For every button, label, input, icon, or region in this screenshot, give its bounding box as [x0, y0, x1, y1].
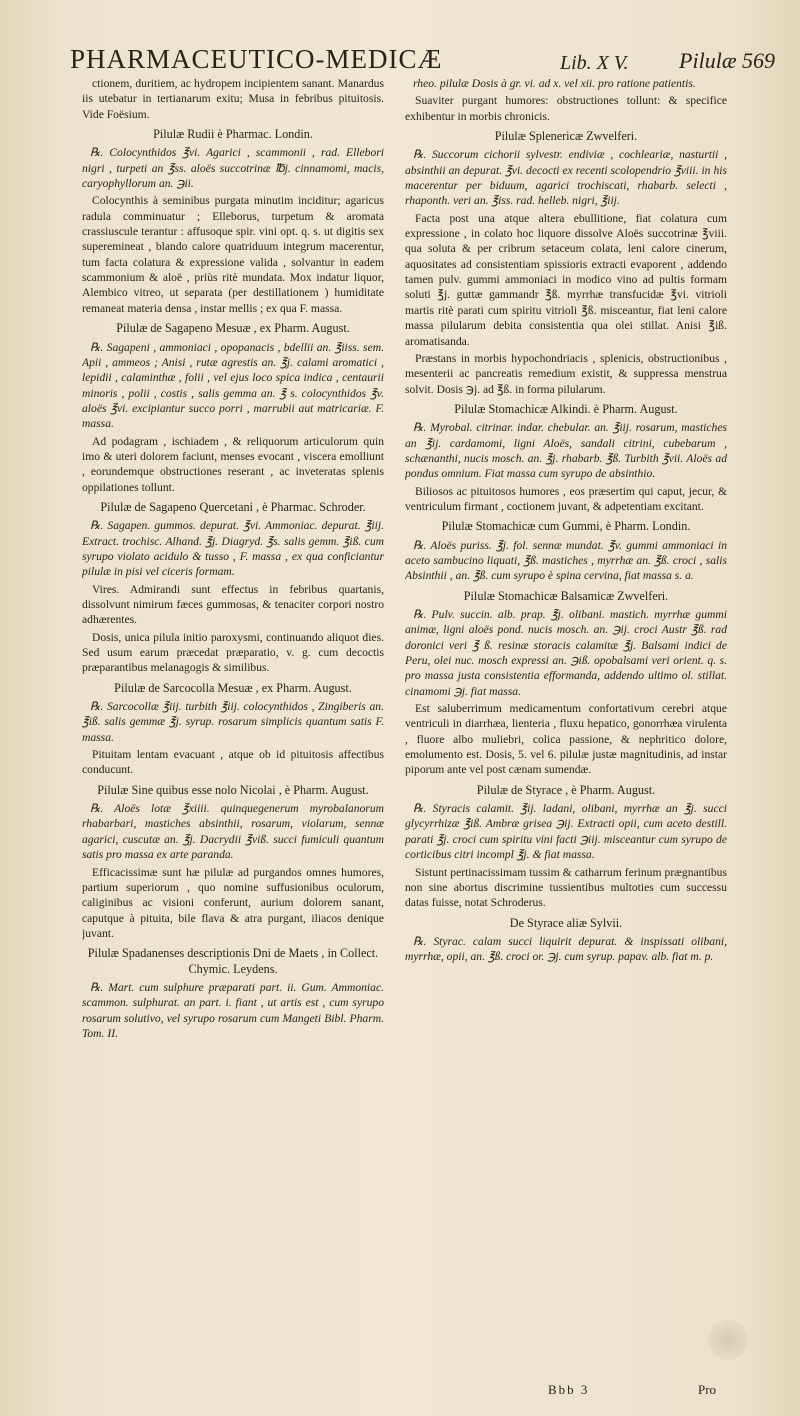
signature-mark: Bbb 3 [548, 1382, 590, 1397]
recipe-heading: Pilulæ de Styrace , è Pharm. August. [476, 782, 656, 797]
recipe-heading: Pilulæ Stomachicæ Alkindi. è Pharm. August. [454, 401, 678, 416]
running-title: PHARMACEUTICO-MEDICÆ [70, 44, 443, 74]
pilulae-label: Pilulæ [679, 48, 737, 73]
paragraph: Præstans in morbis hypochondriacis , splenicis, obstructionibus , mesenterii ac pancreatis remedium existit, & suppressa menstrua solvit. Dosis ℈j. ad ℥ß. in forma pilularum. [405, 351, 727, 396]
recipe-formula: ℞. Sarcocollæ ℥iij. turbith ℥iij. colocynthidos , Zingiberis an. ℥iß. salis gemmæ ℥j. syrup. rosarum simplicis quantum satis F. massa. [82, 700, 384, 744]
paragraph: Efficacissimæ sunt hæ pilulæ ad purgandos omnes humores, partium superiorum , quo nomine suffusionibus oculorum, caliginibus ac visioni conferunt, aurium dolorem sanant, caputque à pituita, bile flava & atra purgant, iliacos denique juvant. [82, 865, 384, 940]
paragraph: Vires. Admirandi sunt effectus in febribus quartanis, dissolvunt nimirum fæces gummosas, & tenaciter corpori nostro adhærentes. [82, 582, 384, 627]
recipe-heading: Pilulæ de Sagapeno Mesuæ , ex Pharm. August. [116, 321, 350, 336]
recipe-formula: rheo. pilulæ Dosis à gr. vi. ad x. vel xii. pro ratione patientis. [413, 77, 696, 90]
paragraph: ctionem, duritiem, ac hydropem incipientem sanant. Manardus iis utebatur in tertianarum exitu; Musa in febribus pituitosis. Vide Foësium. [82, 77, 384, 121]
paper-stain [708, 1320, 748, 1360]
recipe-formula: ℞. Sagapen. gummos. depurat. ℥vi. Ammoniac. depurat. ℥iij. Extract. trochisc. Alhand. ℥j. Diagryd. ℥s. salis gemm. ℥iß. cum syrupo violato acidulo & tusso , F. massa , ex qua conficiantur pilulæ in pisi vel ciceris formam. [82, 519, 384, 579]
recipe-heading: Pilulæ de Sagapeno Quercetani , è Pharmac. Schroder. [100, 499, 366, 514]
book-section: Lib. X V. [560, 52, 629, 74]
page-footer [548, 1382, 748, 1404]
recipe-heading: Pilulæ Rudii è Pharmac. Londin. [153, 127, 313, 142]
paragraph: Est saluberrimum medicamentum confortativum cerebri atque ventriculi in diarrhæa, lienteria , fluxu hepatico, gonorrhæa virulenta , fluore albo muliebri, colica passione, & nephritico dolore, emolumento est. Dosis, 5. vel 6. pilulæ justæ magnitudinis, ad instar piporum ante vel post cænam sumendæ. [405, 702, 727, 777]
paragraph: Dosis, unica pilula initio paroxysmi, continuando aliquot dies. Sed usum earum præcedat præparatio, v. g. cum decoctis præparantibus melanagogis & similibus. [82, 630, 384, 675]
recipe-formula: ℞. Succorum cichorii sylvestr. endiviæ , cochleariæ, nasturtii , absinthii an depurat. ℥vi. decocti ex recenti scolopendrio ℥viii. in his macerentur per biduum, agarici trochiscati, rhabarb. selecti , rhaponth. veri an. ℥iss. rad. helleb. nigri, ℥iij. [405, 148, 727, 208]
left-column [82, 76, 384, 1386]
paragraph: Sistunt pertinacissimam tussim & catharrum ferinum prægnantibus non sine abortus discrimine tussientibus multoties cum successu datas fuisse, notat Schroderus. [405, 865, 727, 910]
paragraph: Biliosos ac pituitosos humores , eos præsertim qui caput, jecur, & ventriculum firmant , coctionem juvant, & adpetentiam excitant. [405, 484, 727, 513]
right-column [405, 76, 727, 1386]
recipe-heading: Pilulæ de Sarcocolla Mesuæ , ex Pharm. August. [114, 680, 352, 695]
recipe-formula: ℞. Colocynthidos ℥vi. Agarici , scammonii , rad. Ellebori nigri , turpeti an ℥ss. aloës succotrinæ ℔j. cinnamomi, macis, caryophyllorum an. ℈ii. [82, 146, 384, 191]
recipe-formula: ℞. Styrac. calam succi liquirit depurat. & inspissati olibani, myrrhæ, opii, an. ℥ß. croci or. ℈j. cum syrup. papav. alb. fiat m. p. [405, 934, 727, 964]
recipe-formula: ℞. Pulv. succin. alb. prap. ℥j. olibani. mastich. myrrhæ gummi animæ, ligni aloës pond. nucis mosch. an. ℈ij. croci Austr ℥ß. rad doronici veri ℥ ß. resinæ storacis calamitæ ℥j. Balsami indici de Peru, olei nuc. mosch expressi an. ℈iß. opobalsami veri orient. q. s. pro massa justa consistentia efformanda, addendo ultimo ol. stillat. cinamomi ℈j. fiat massa. [405, 608, 727, 698]
recipe-formula: ℞. Sagapeni , ammoniaci , opopanacis , bdellii an. ℥iiss. sem. Apii , ammeos ; Anisi , rutæ agrestis an. ℥j. calami aromatici , lepidii , calaminthæ , folii , vel ejus loco spica indica , centaurii minoris , polii , costis , salis gemma an. ℥ s. colocynthidos ℥v. aloës ℥vi. excipiantur succo porri , marrubii aut matricariæ. F. massa. [82, 340, 384, 431]
paragraph: Facta post una atque altera ebullitione, fiat colatura cum expressione , in colato hoc liquore dissolve Aloës succotrinæ ℥viii. qua soluta & per cribrum setaceum colata, leni calore cinerum, aquositates ad consistentiam spissioris extracti evaporent , addendo tamen pulv. gummi ammoniaci in modico vino ad pultis formam soluti ℥j. guttæ gammandr ℥ß. myrrhæ transfucidæ ℥vi. vitrioli martis ritè parati cum spiritu vitrioli ℥ß. misceantur, fiat leni calore massa pilularum debita consistentia qua olei stillat. Anisi ℥iß. aromatisanda. [405, 211, 727, 348]
recipe-formula: ℞. Mart. cum sulphure præparati part. ii. Gum. Ammoniac. scammon. sulphurat. an part. i. fiant , ut artis est , cum syrupo rosarum solutivo, vel syrupo rosarum cum Mangeti Bibl. Pharm. Tom. II. [82, 980, 384, 1040]
catchword: Pro [698, 1382, 717, 1397]
paragraph: Colocynthis à seminibus purgata minutim inciditur; agaricus radula comminuatur ; Elleborus, turpetum & aromata crassiuscule terantur : affusoque spir. vini opt. q. s. ut digitis sex superemineat , blando calore quatriduum integrum macerentur, tum facta colatura & expressione valida , solvantur in eadem scammonium & aloë , priùs ritè mundata. Mox indatur liquor, Alembico vitreo, ut separata (per destillationem ) humiditate remaneat materia densa , instar mellis ; ex qua F. massa. [82, 194, 384, 315]
recipe-heading: Pilulæ Stomachicæ cum Gummi, è Pharm. Londin. [441, 519, 691, 534]
page-number [679, 48, 775, 74]
recipe-formula: ℞. Styracis calamit. ℥ij. ladani, olibani, myrrhæ an ℥j. succi glycyrrhizæ ℥iß. Ambræ grisea ℈ij. Extracti opii, cum aceto destill. parati ℥j. croci cum spiritu vini facti ℈iij. misceantur cum syrupo de corticibus citri incompl ℥j. & fiat massa. [405, 802, 727, 862]
recipe-heading: De Styrace aliæ Sylvii. [509, 915, 623, 930]
recipe-heading: Pilulæ Splenericæ Zwvelferi. [494, 129, 638, 144]
page-number-value: 569 [742, 48, 775, 73]
paragraph: Suaviter purgant humores: obstructiones tollunt: & specifice exhibentur in morbis chronicis. [405, 94, 727, 123]
recipe-heading: Pilulæ Stomachicæ Balsamicæ Zwvelferi. [463, 588, 669, 603]
recipe-heading: Pilulæ Sine quibus esse nolo Nicolai , è Pharm. August. [97, 782, 369, 797]
paragraph: Pituitam lentam evacuant , atque ob id pituitosis affectibus conducunt. [82, 748, 384, 777]
recipe-formula: ℞. Aloës lotæ ℥xiiii. quinquegenerum myrobalanorum rhabarbari, mastiches absinthii, rosarum, violarum, sennæ agarici, cuscutæ an. ℥j. Dacrydii ℥viß. succi fumiculi quantum satis pro massa ex arte paranda. [82, 802, 384, 862]
recipe-heading: Pilulæ Spadanenses descriptionis Dni de Maets , in Collect. Chymic. Leydens. [87, 946, 379, 976]
paragraph: Ad podagram , ischiadem , & reliquorum articulorum quin imo & uteri dolorem faciunt, menses evocant , viscera emolliunt , eorundemque obstructiones reserant , ac inveteratas splenis oppilationes tollunt. [82, 434, 384, 494]
recipe-formula: ℞. Myrobal. citrinar. indar. chebular. an. ℥iij. rosarum, mastiches an ℥ij. cardamomi, ligni Aloës, sandali citrini, cubebarum , schænanthi, nucis mosch. an. ℥j. rhabarb. ℥ß. Turbith ℥vii. Aloës ad pondus omnium. Fiat massa cum syrupo de absinthio. [405, 421, 727, 481]
recipe-formula: ℞. Aloës puriss. ℥j. fol. sennæ mundat. ℥v. gummi ammoniaci in aceto sambucino liquati, ℥ß. mastiches , myrrhæ an. ℥ß. croci , salis Absinthii , an. ℥ß. cum syrupo è spina cervina, fiat massa s. a. [405, 538, 727, 583]
